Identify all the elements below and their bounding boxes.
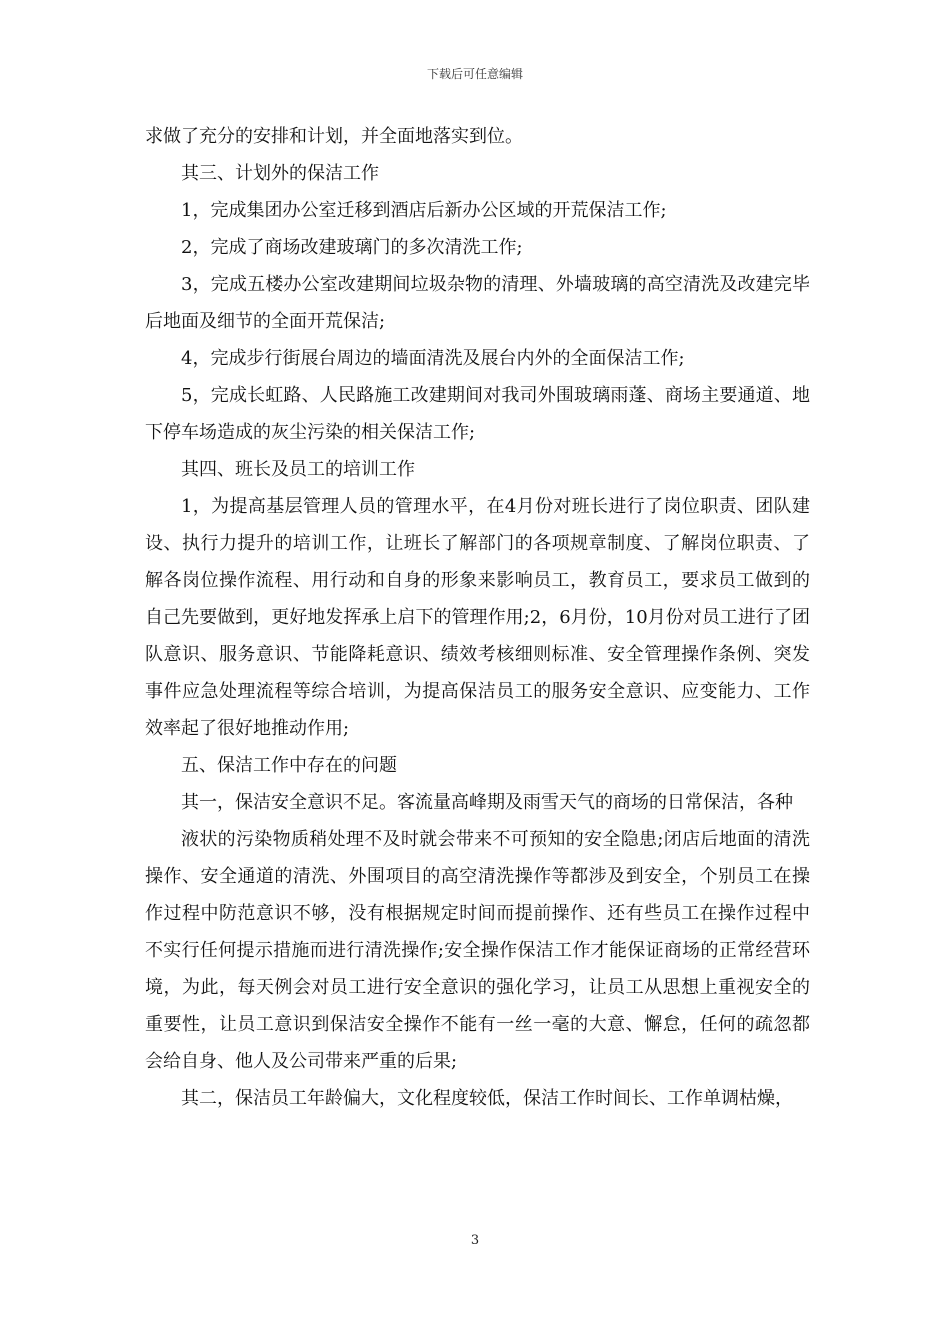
- paragraph-8: 其四、班长及员工的培训工作: [181, 459, 415, 480]
- paragraph-7: 5，完成长虹路、人民路施工改建期间对我司外围玻璃雨蓬、商场主要通道、地下停车场造成的灰尘污染的相关保洁工作;: [145, 385, 810, 443]
- page-header: 下载后可任意编辑: [426, 67, 523, 81]
- paragraph-10: 五、保洁工作中存在的问题: [181, 755, 397, 776]
- paragraph-5: 3，完成五楼办公室改建期间垃圾杂物的清理、外墙玻璃的高空清洗及改建完毕后地面及细节的全面开荒保洁;: [145, 274, 810, 332]
- paragraph-1: 求做了充分的安排和计划，并全面地落实到位。: [145, 126, 523, 147]
- paragraph-3: 1，完成集团办公室迁移到酒店后新办公区域的开荒保洁工作;: [181, 200, 667, 221]
- paragraph-6: 4，完成步行街展台周边的墙面清洗及展台内外的全面保洁工作;: [181, 348, 685, 369]
- page-number: 3: [470, 1233, 480, 1248]
- paragraph-11: 其一，保洁安全意识不足。客流量高峰期及雨雪天气的商场的日常保洁，各种: [181, 792, 793, 813]
- document-body: [145, 118, 810, 1117]
- paragraph-13: 其二，保洁员工年龄偏大，文化程度较低，保洁工作时间长、工作单调枯燥，: [181, 1088, 793, 1109]
- paragraph-12: 液状的污染物质稍处理不及时就会带来不可预知的安全隐患;闭店后地面的清洗操作、安全通道的清洗、外围项目的高空清洗操作等都涉及到安全，个别员工在操作过程中防范意识不够，没有根据规定时间而提前操作、还有些员工在操作过程中不实行任何提示措施而进行清洗操作;安全操作保洁工作才能保证商场的正常经营环境，为此，每天例会对员工进行安全意识的强化学习，让员工从思想上重视安全的重要性，让员工意识到保洁安全操作不能有一丝一毫的大意、懈怠，任何的疏忽都会给自身、他人及公司带来严重的后果;: [145, 829, 810, 1072]
- paragraph-4: 2，完成了商场改建玻璃门的多次清洗工作;: [181, 237, 523, 258]
- paragraph-2: 其三、计划外的保洁工作: [181, 163, 379, 184]
- paragraph-9: 1，为提高基层管理人员的管理水平，在4月份对班长进行了岗位职责、团队建设、执行力提升的培训工作，让班长了解部门的各项规章制度、了解岗位职责、了解各岗位操作流程、用行动和自身的形象来影响员工，教育员工，要求员工做到的自己先要做到，更好地发挥承上启下的管理作用;2，6月份，10月份对员工进行了团队意识、服务意识、节能降耗意识、绩效考核细则标准、安全管理操作条例、突发事件应急处理流程等综合培训，为提高保洁员工的服务安全意识、应变能力、工作效率起了很好地推动作用;: [145, 496, 810, 739]
